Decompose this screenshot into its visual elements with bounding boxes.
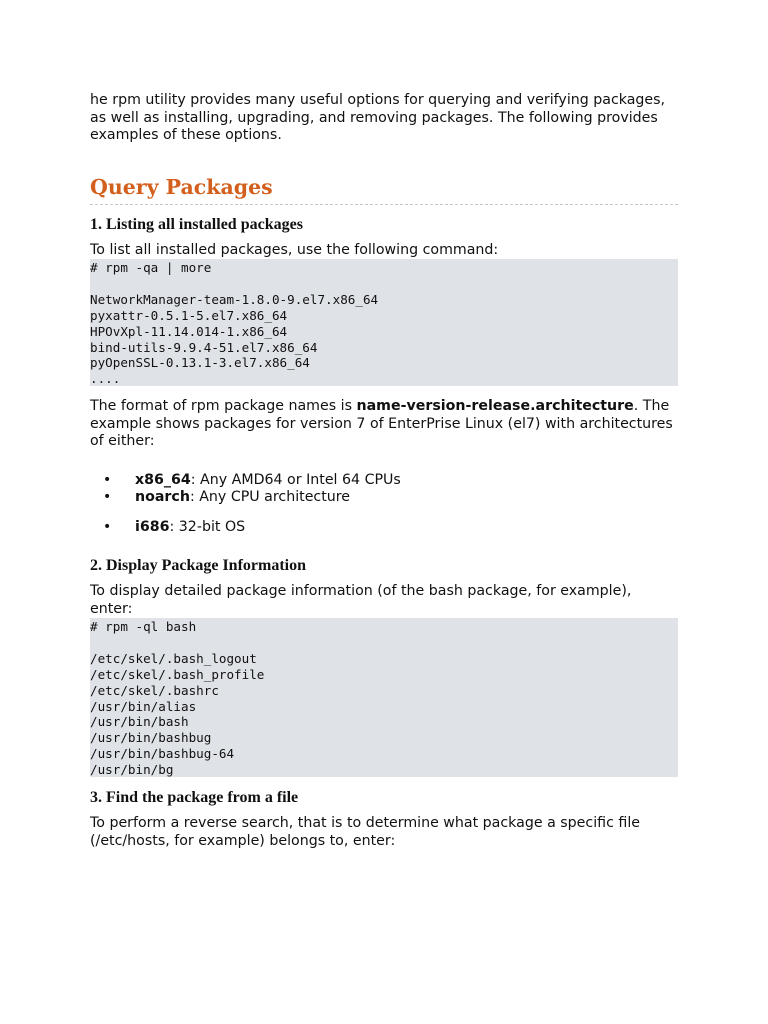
step3-description: To perform a reverse search, that is to determine what package a specific file (/etc/hosts, for example) belongs to, enter: xyxy=(90,815,640,849)
code-block-rpm-qa: # rpm -qa | more NetworkManager-team-1.8.0-9.el7.x86_64 pyxattr-0.5.1-5.el7.x86_64 HPOvXpl-11.14.014-1.x86_64 bind-utils-9.9.4-51.el7.x86_64 pyOpenSSL-0.13.1-3.el7.x86_64 .... xyxy=(90,259,678,386)
step2-heading: 2. Display Package Information xyxy=(90,557,306,574)
arch-desc: : Any CPU architecture xyxy=(189,489,351,505)
list-item xyxy=(90,472,678,490)
intro-paragraph: he rpm utility provides many useful options for querying and verifying packages, as well as installing, upgrading, and removing packages. The following provides examples of these options. xyxy=(90,92,666,143)
arch-name: i686 xyxy=(135,518,170,535)
step1-description: To list all installed packages, use the following command: xyxy=(90,241,499,258)
code-block-rpm-ql: # rpm -ql bash /etc/skel/.bash_logout /etc/skel/.bash_profile /etc/skel/.bashrc /usr/bin/alias /usr/bin/bash /usr/bin/bashbug /usr/bin/bashbug-64 /usr/bin/bg xyxy=(90,618,678,777)
arch-desc: : Any AMD64 or Intel 64 CPUs xyxy=(190,471,401,488)
section-title-query-packages: Query Packages xyxy=(90,174,678,205)
format-bold-term: name-version-release.architecture xyxy=(356,398,634,414)
step3-heading: 3. Find the package from a file xyxy=(90,789,299,806)
arch-name: x86_64 xyxy=(135,471,191,488)
format-text-after: . The example shows packages for version 7 of EnterPrise Linux (el7) with architectures of either: xyxy=(90,398,673,449)
list-item xyxy=(90,519,678,537)
arch-desc: : 32-bit OS xyxy=(169,518,246,535)
format-text-before: The format of rpm package names is xyxy=(90,398,357,414)
step1-heading: 1. Listing all installed packages xyxy=(90,215,303,233)
format-paragraph xyxy=(90,398,678,451)
list-item xyxy=(90,489,678,507)
architecture-list xyxy=(90,472,678,537)
document-body xyxy=(90,92,678,850)
arch-name: noarch xyxy=(135,489,190,505)
step2-description: To display detailed package information (of the bash package, for example), enter: xyxy=(90,583,632,617)
